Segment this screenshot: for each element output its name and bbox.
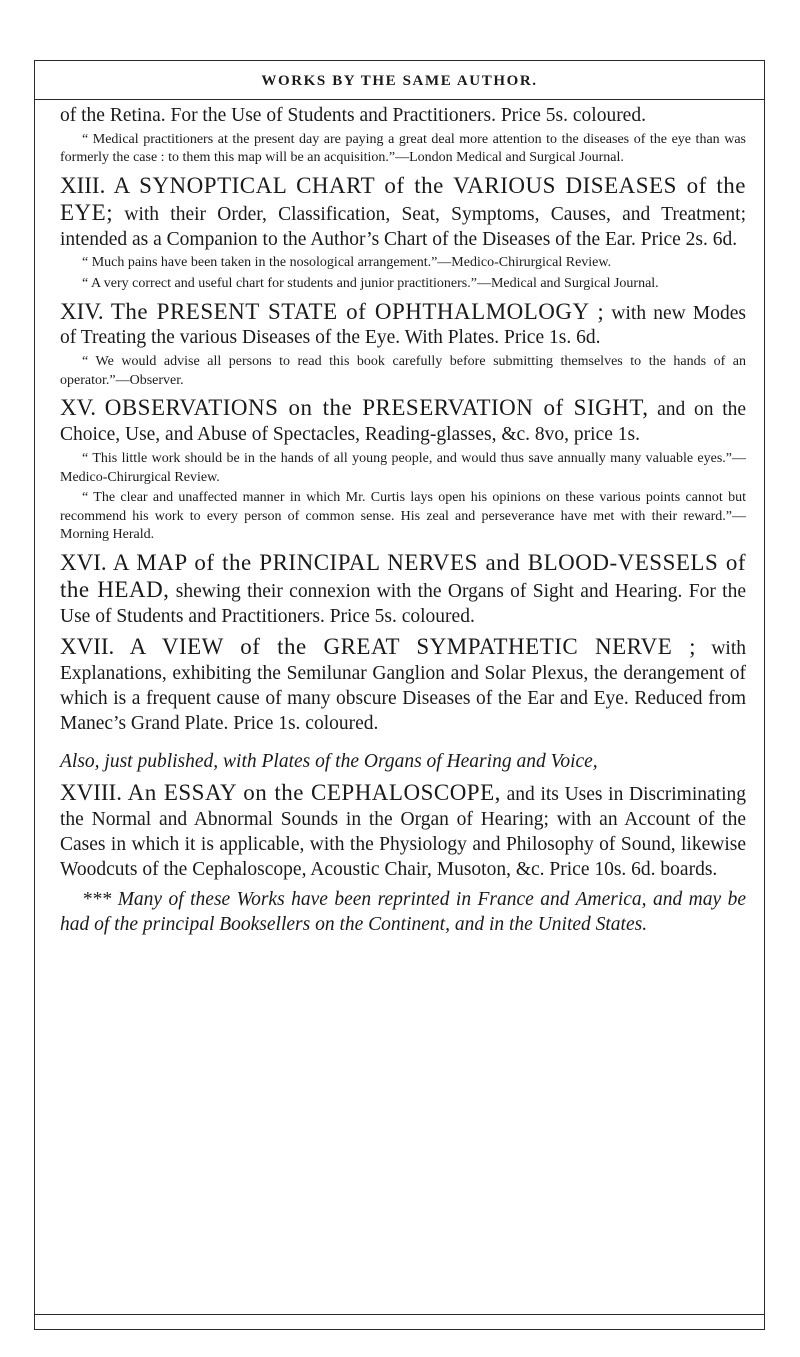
- entry-xiii: [60, 174, 746, 252]
- entry-title: A VIEW of the GREAT SYMPATHETIC NERVE ;: [129, 634, 696, 660]
- running-head: WORKS BY THE SAME AUTHOR.: [34, 60, 765, 100]
- reprint-note: *** Many of these Works have been reprinted in France and America, and may be had of the principal Booksellers on the Continent, and in the United States.: [60, 889, 746, 936]
- entry-numeral: XIV.: [60, 298, 104, 324]
- review-quote: “ The clear and unaffected manner in which Mr. Curtis lays open his opinions on these various points cannot but recommend his work to every person of common sense. His zeal and perseverance have met with their reward.”—Morning Herald.: [60, 490, 746, 543]
- entry-numeral: XIII.: [60, 172, 106, 198]
- review-quote: “ Much pains have been taken in the nosological arrangement.”—Medico-Chirurgical Review.: [82, 255, 612, 271]
- continuation-text: of the Retina. For the Use of Students and Practitioners. Price 5s. coloured.: [60, 105, 646, 126]
- entry-xiv: [60, 300, 746, 352]
- entry-title: An ESSAY on the CEPHALOSCOPE,: [127, 780, 501, 806]
- entry-body: and its Uses in Discriminating the Normal and Abnormal Sounds in the Organ of Hearing; with an Account of the Cases in which it is applicable, with the Physiology and Philosophy of Sound, likewise Woodcuts of the Cephaloscope, Acoustic Chair, Musoton, &c. Price 10s. 6d. boards.: [60, 784, 747, 880]
- entry-xviii: [60, 781, 746, 882]
- entry-title: The PRESENT STATE of OPHTHALMOLOGY ;: [110, 298, 605, 324]
- page-content: [60, 104, 746, 938]
- review-quote: “ We would advise all persons to read this book carefully before submitting themselves to the hands of an operator.”—Observer.: [60, 354, 746, 388]
- entry-numeral: XVII.: [60, 634, 115, 660]
- entry-xvii: [60, 635, 746, 736]
- also-published-note: Also, just published, with Plates of the Organs of Hearing and Voice,: [60, 751, 598, 773]
- review-quote: “ This little work should be in the hands of all young people, and would thus save annually many valuable eyes.”—Medico-Chirurgical Review.: [60, 450, 746, 485]
- entry-body: and on the Choice, Use, and Abuse of Spectacles, Reading-glasses, &c. 8vo, price 1s.: [60, 399, 747, 446]
- entry-body: shewing their connexion with the Organs of Sight and Hearing. For the Use of Students and Practitioners. Price 5s. coloured.: [60, 580, 746, 627]
- entry-numeral: XV.: [60, 395, 97, 421]
- entry-body: with Explanations, exhibiting the Semilunar Ganglion and Solar Plexus, the derangement of which is a frequent cause of many obscure Diseases of the Ear and Eye. Reduced from Manec’s Grand Plate. Price 1s. coloured.: [60, 638, 747, 734]
- bottom-rule: [34, 1314, 765, 1315]
- review-quote: “ Medical practitioners at the present day are paying a great deal more attention to the diseases of the eye than was formerly the case : to them this map will be an acquisition.”—London Medical and Surgical Journal.: [60, 131, 746, 166]
- entry-numeral: XVI.: [60, 549, 107, 575]
- entry-xv: [60, 396, 746, 448]
- entry-xvi: [60, 551, 746, 629]
- review-quote: “ A very correct and useful chart for students and junior practitioners.”—Medical and Surgical Journal.: [82, 275, 659, 291]
- entry-body: with their Order, Classification, Seat, Symptoms, Causes, and Treatment; intended as a Companion to the Author’s Chart of the Diseases of the Ear. Price 2s. 6d.: [60, 203, 747, 250]
- entry-numeral: XVIII.: [60, 780, 122, 806]
- entry-title: A MAP of the PRINCIPAL NERVES and BLOOD-VESSELS of the HEAD,: [60, 549, 746, 602]
- entry-title: OBSERVATIONS on the PRESERVATION of SIGHT,: [104, 395, 649, 421]
- entry-body: with new Modes of Treating the various Diseases of the Eye. With Plates. Price 1s. 6d.: [60, 302, 746, 349]
- entry-title: A SYNOPTICAL CHART of the VARIOUS DISEASES of the EYE;: [60, 172, 746, 225]
